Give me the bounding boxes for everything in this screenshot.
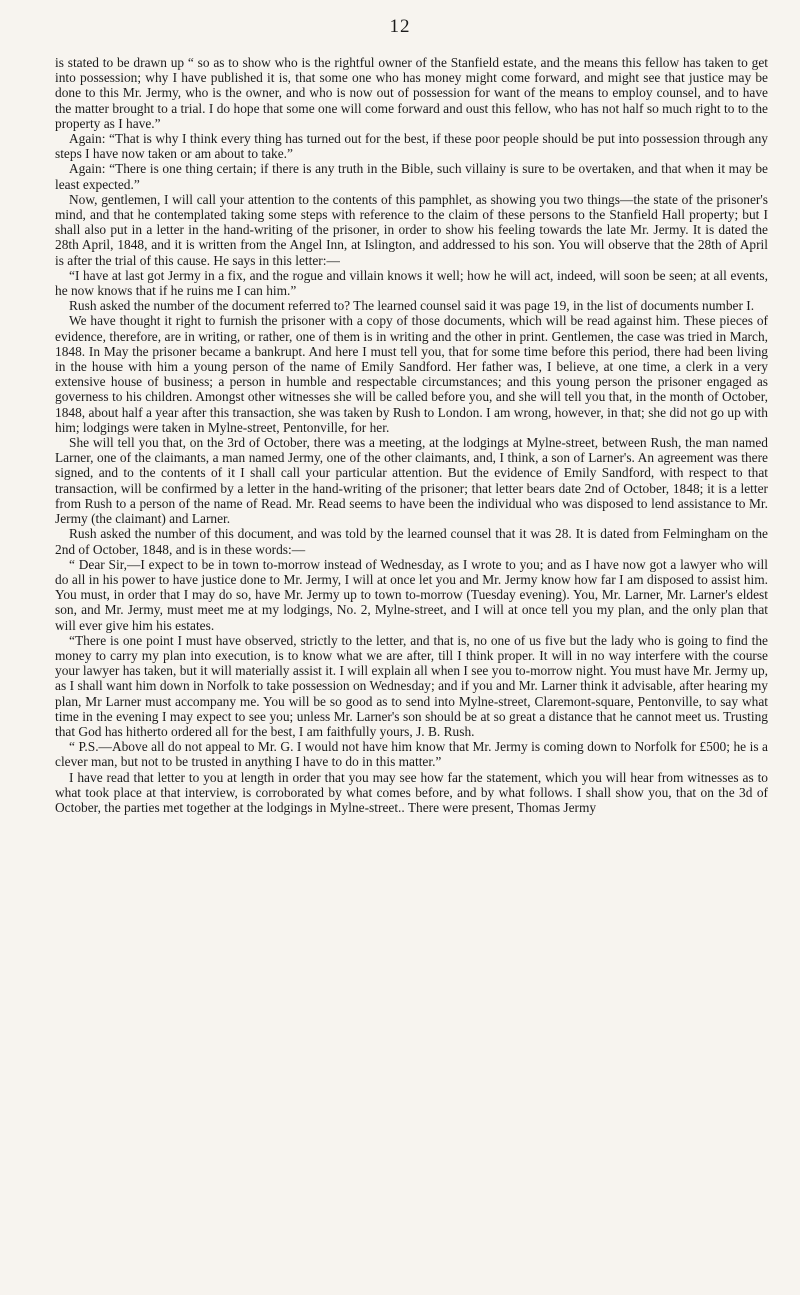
paragraph: We have thought it right to furnish the prisoner with a copy of those documents, which will be read against him. These pieces of evidence, therefore, are in writing, or rather, one of them is in writing and the other in print. Gentlemen, the case was tried in March, 1848. In May the prisoner became a bankrupt. And here I must tell you, that for some time before this period, there had been living in the house with him a young person of the name of Emily Sandford. Her father was, I believe, at one time, a clerk in a very extensive house of business; a person in humble and respectable circumstances; and this young person the prisoner engaged as governess to his children. Amongst other witnesses she will be called before you, and she will tell you that, in the month of October, 1848, about half a year after this transaction, she was taken by Rush to London. I am wrong, however, in that; she did not go up with him; lodgings were taken in Mylne-street, Pentonville, for her. [55,313,768,435]
quoted-letter-postscript: “ P.S.—Above all do not appeal to Mr. G. I would not have him know that Mr. Jermy is coming down to Norfolk for £500; he is a clever man, but not to be trusted in anything I have to do in this matter.” [55,739,768,770]
paragraph: Rush asked the number of this document, and was told by the learned counsel that it was 28. It is dated from Felmingham on the 2nd of October, 1848, and is in these words:— [55,526,768,557]
paragraph: She will tell you that, on the 3rd of October, there was a meeting, at the lodgings at Mylne-street, between Rush, the man named Larner, one of the claimants, a man named Jermy, one of the other claimants, and, I think, a son of Larner's. An agreement was there signed, and to the contents of it I shall call your particular attention. But the evidence of Emily Sandford, with respect to that transaction, will be confirmed by a letter in the hand-writing of the prisoner; that letter bears date 2nd of October, 1848; it is a letter from Rush to a person of the name of Read. Mr. Read seems to have been the individual who was disposed to lend assistance to Mr. Jermy (the claimant) and Larner. [55,435,768,527]
body-text [55,55,768,815]
quoted-letter-paragraph: “There is one point I must have observed, strictly to the letter, and that is, no one of us five but the lady who is going to find the money to carry my plan into execution, is to know what we are after, till I think proper. It will in no way interfere with the course your lawyer has taken, but it will materially assist it. I will explain all when I see you to-morrow night. You must have Mr. Jermy up, as I shall want him down in Norfolk to take possession on Wednesday; and if you and Mr. Larner think it advisable, after hearing my plan, Mr Larner must accompany me. You will be so good as to send into Mylne-street, Claremont-square, Pentonville, to say what time in the evening I may expect to see you; unless Mr. Larner's son should be at so great a distance that he cannot meet us. Trusting that God has hitherto ordered all for the best, I am faithfully yours, J. B. Rush. [55,632,768,739]
quoted-letter-paragraph: “ Dear Sir,—I expect to be in town to-morrow instead of Wednesday, as I wrote to you; and as I have now got a lawyer who will do all in his power to have justice done to Mr. Jermy, I will at once let you and Mr. Jermy know how far I am disposed to assist him. You must, in order that I may do so, have Mr. Jermy up to town to-morrow (Tuesday evening). You, Mr. Larner, Mr. Larner's eldest son, and Mr. Jermy, must meet me at my lodgings, No. 2, Mylne-street, and I will at once tell you my plan, and the only plan that will ever give him his estates. [55,556,768,633]
page-number: 12 [389,16,411,37]
paragraph: is stated to be drawn up “ so as to show who is the rightful owner of the Stanfield estate, and the means this fellow has taken to get into possession; why I have published it is, that some one who has money might come forward, and might see that justice may be done to this Mr. Jermy, who is the owner, and who is now out of possession for want of the means to employ counsel, and to have the matter brought to a trial. I do hope that some one will come forward and oust this fellow, who has not half so much right to to the property as I have.” [55,55,768,131]
paragraph: Now, gentlemen, I will call your attention to the contents of this pamphlet, as showing you two things—the state of the prisoner's mind, and that he contemplated taking some steps with reference to the claim of these persons to the Stanfield Hall property; but I shall also put in a letter in the hand-writing of the prisoner, in order to show his feeling towards the late Mr. Jermy. It is dated the 28th April, 1848, and it is written from the Angel Inn, at Islington, and addressed to his son. You will observe that the 28th of April is after the trial of this cause. He says in this letter:— [55,191,768,268]
paragraph: Again: “That is why I think every thing has turned out for the best, if these poor people should be put into possession through any steps I have now taken or am about to take.” [55,131,768,162]
paragraph: Rush asked the number of the document referred to? The learned counsel said it was page 19, in the list of documents number I. [69,298,755,314]
paragraph: I have read that letter to you at length in order that you may see how far the statement, which you will hear from witnesses as to what took place at that interview, is corroborated by what comes before, and by what follows. I shall show you, that on the 3d of October, the parties met together at the lodgings in Mylne-street.. There were present, Thomas Jermy [55,769,768,815]
paragraph: Again: “There is one thing certain; if there is any truth in the Bible, such villainy is sure to be overtaken, and that when it may be least expected.” [55,161,768,192]
quoted-letter-paragraph: “I have at last got Jermy in a fix, and the rogue and villain knows it well; how he will act, indeed, will soon be seen; at all events, he now knows that if he ruins me I can him.” [55,267,768,299]
